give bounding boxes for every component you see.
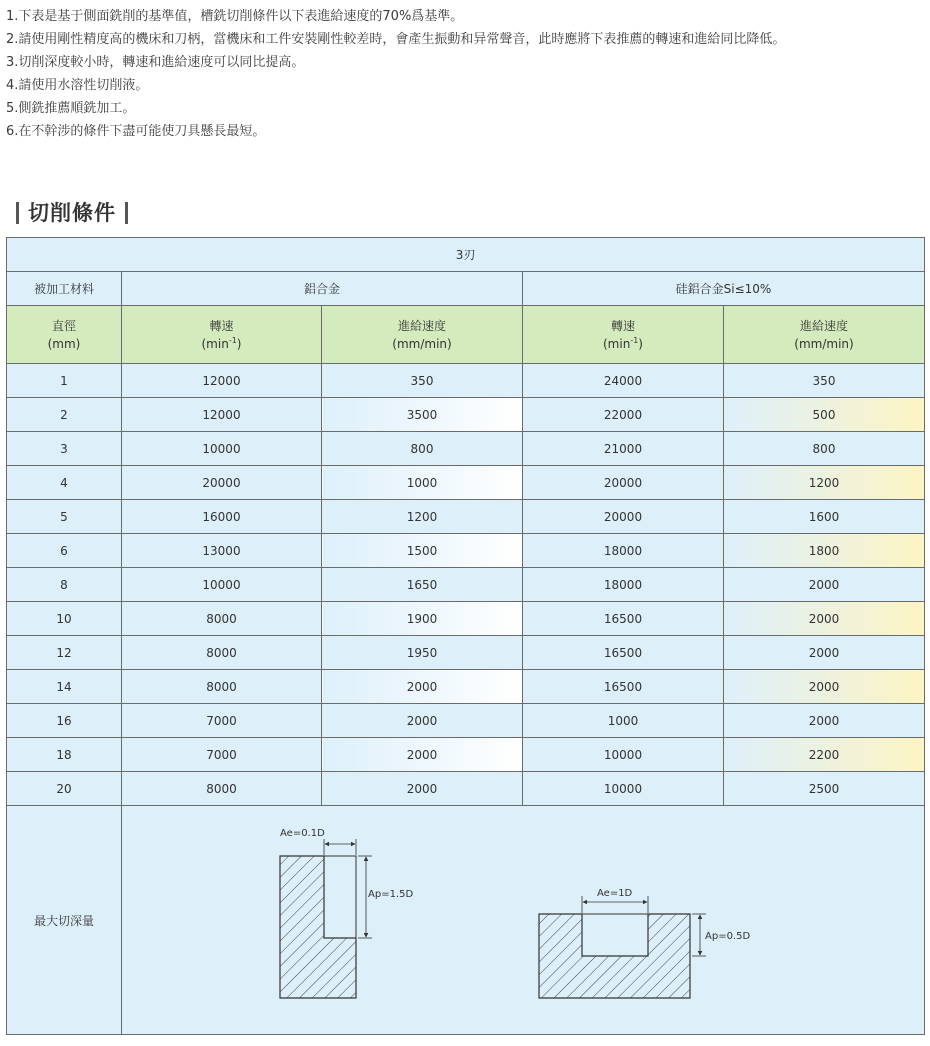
header-feed-2 (724, 306, 925, 364)
header-speed-label: 轉速 (209, 318, 234, 333)
feed-aluminum-cell: 1900 (322, 602, 523, 636)
feed-silicon-cell: 500 (724, 398, 925, 432)
feed-silicon-cell: 2000 (724, 636, 925, 670)
speed-aluminum-cell: 7000 (122, 704, 322, 738)
speed-silicon-cell: 20000 (523, 466, 724, 500)
header-speed-unit: (min (603, 336, 631, 351)
table-row (7, 534, 925, 568)
material-silicon-aluminum-cell: 硅鋁合金Si≤10% (523, 272, 925, 306)
speed-aluminum-cell: 12000 (122, 364, 322, 398)
speed-silicon-cell: 20000 (523, 500, 724, 534)
feed-aluminum-cell: 1500 (322, 534, 523, 568)
table-row (7, 772, 925, 806)
table-row (7, 500, 925, 534)
speed-aluminum-cell: 20000 (122, 466, 322, 500)
material-label-cell: 被加工材料 (7, 272, 122, 306)
feed-aluminum-cell: 2000 (322, 670, 523, 704)
diameter-cell: 3 (7, 432, 122, 466)
title-bar-right (125, 202, 128, 224)
speed-aluminum-cell: 10000 (122, 432, 322, 466)
header-speed-1 (122, 306, 322, 364)
feed-silicon-cell: 1200 (724, 466, 925, 500)
table-row (7, 364, 925, 398)
feed-silicon-cell: 800 (724, 432, 925, 466)
section-title-text: 切削條件 (28, 201, 116, 225)
speed-aluminum-cell: 7000 (122, 738, 322, 772)
speed-aluminum-cell: 8000 (122, 602, 322, 636)
feed-silicon-cell: 2000 (724, 568, 925, 602)
feed-silicon-cell: 2500 (724, 772, 925, 806)
diameter-cell: 5 (7, 500, 122, 534)
diameter-cell: 18 (7, 738, 122, 772)
speed-aluminum-cell: 12000 (122, 398, 322, 432)
speed-silicon-cell: 22000 (523, 398, 724, 432)
table-row (7, 738, 925, 772)
diameter-cell: 8 (7, 568, 122, 602)
feed-aluminum-cell: 1200 (322, 500, 523, 534)
side-workpiece-shape (280, 856, 356, 998)
note-1: 1.下表是基于側面銑削的基準值，槽銑切削條件以下表進給速度的70%爲基準。 (6, 9, 464, 24)
diameter-cell: 12 (7, 636, 122, 670)
header-speed-unit-end: ) (638, 336, 643, 351)
slot-milling-diagram (539, 888, 750, 998)
diameter-cell: 6 (7, 534, 122, 568)
feed-silicon-cell: 2000 (724, 670, 925, 704)
speed-silicon-cell: 16500 (523, 670, 724, 704)
feed-silicon-cell: 2000 (724, 602, 925, 636)
header-feed-1 (322, 306, 523, 364)
depth-diagram-cell (122, 806, 925, 1035)
diameter-cell: 4 (7, 466, 122, 500)
side-ap-label: Ap=1.5D (368, 889, 414, 900)
feed-silicon-cell: 2200 (724, 738, 925, 772)
feed-aluminum-cell: 2000 (322, 704, 523, 738)
note-6: 6.在不幹涉的條件下盡可能使刀具懸長最短。 (6, 124, 266, 139)
speed-silicon-cell: 16500 (523, 636, 724, 670)
section-title (16, 199, 128, 227)
diameter-cell: 10 (7, 602, 122, 636)
speed-aluminum-cell: 10000 (122, 568, 322, 602)
table-row (7, 704, 925, 738)
speed-aluminum-cell: 13000 (122, 534, 322, 568)
header-feed-unit: (mm/min) (392, 336, 452, 351)
title-bar-left (16, 202, 19, 224)
feed-aluminum-cell: 1650 (322, 568, 523, 602)
speed-aluminum-cell: 8000 (122, 670, 322, 704)
header-speed-unit-end: ) (236, 336, 242, 351)
header-diameter-label: 直徑 (51, 318, 76, 333)
feed-aluminum-cell: 2000 (322, 738, 523, 772)
note-3: 3.切削深度較小時，轉速和進給速度可以同比提高。 (6, 55, 305, 70)
header-speed-label: 轉速 (610, 318, 635, 333)
header-speed-unit-sup: -1 (228, 335, 237, 345)
feed-silicon-cell: 1600 (724, 500, 925, 534)
feed-aluminum-cell: 350 (322, 364, 523, 398)
side-cut-outline (324, 856, 356, 938)
diameter-cell: 20 (7, 772, 122, 806)
feed-aluminum-cell: 1000 (322, 466, 523, 500)
header-feed-label: 進給速度 (800, 318, 849, 333)
note-4: 4.請使用水溶性切削液。 (6, 78, 149, 93)
feed-silicon-cell: 2000 (724, 704, 925, 738)
cutting-conditions-table (6, 237, 925, 1035)
notes-list (6, 5, 926, 143)
speed-silicon-cell: 21000 (523, 432, 724, 466)
speed-silicon-cell: 18000 (523, 568, 724, 602)
header-feed-unit: (mm/min) (794, 336, 854, 351)
speed-silicon-cell: 24000 (523, 364, 724, 398)
diameter-cell: 1 (7, 364, 122, 398)
depth-diagram-svg (122, 806, 923, 1034)
table-row (7, 568, 925, 602)
diameter-cell: 16 (7, 704, 122, 738)
table-row (7, 466, 925, 500)
feed-silicon-cell: 1800 (724, 534, 925, 568)
table-row (7, 432, 925, 466)
speed-silicon-cell: 1000 (523, 704, 724, 738)
header-speed-unit: (min (201, 336, 229, 351)
slot-cut-outline (582, 914, 648, 956)
speed-aluminum-cell: 8000 (122, 636, 322, 670)
slot-ap-label: Ap=0.5D (705, 931, 751, 942)
speed-silicon-cell: 16500 (523, 602, 724, 636)
max-depth-label-cell: 最大切深量 (7, 806, 122, 1035)
table-row (7, 670, 925, 704)
feed-aluminum-cell: 800 (322, 432, 523, 466)
side-milling-diagram (280, 828, 413, 998)
blade-count-cell: 3刃 (7, 238, 925, 272)
speed-silicon-cell: 10000 (523, 772, 724, 806)
note-2: 2.請使用剛性精度高的機床和刀柄，當機床和工件安裝剛性較差時，會產生振動和异常聲音，此時應將下表推薦的轉速和進給同比降低。 (6, 32, 786, 47)
table-row (7, 636, 925, 670)
speed-aluminum-cell: 8000 (122, 772, 322, 806)
header-speed-2 (523, 306, 724, 364)
feed-aluminum-cell: 2000 (322, 772, 523, 806)
diameter-cell: 2 (7, 398, 122, 432)
feed-aluminum-cell: 3500 (322, 398, 523, 432)
table-row (7, 398, 925, 432)
header-speed-unit-sup: -1 (630, 335, 639, 345)
material-aluminum-cell: 鋁合金 (122, 272, 523, 306)
header-diameter-unit: (mm) (47, 336, 81, 351)
slot-ae-label: Ae=1D (597, 888, 633, 899)
note-5: 5.側銑推薦順銑加工。 (6, 101, 136, 116)
speed-aluminum-cell: 16000 (122, 500, 322, 534)
feed-silicon-cell: 350 (724, 364, 925, 398)
header-diameter (7, 306, 122, 364)
speed-silicon-cell: 10000 (523, 738, 724, 772)
speed-silicon-cell: 18000 (523, 534, 724, 568)
side-ae-label: Ae=0.1D (280, 828, 325, 839)
table-row (7, 602, 925, 636)
diameter-cell: 14 (7, 670, 122, 704)
header-feed-label: 進給速度 (397, 318, 446, 333)
feed-aluminum-cell: 1950 (322, 636, 523, 670)
